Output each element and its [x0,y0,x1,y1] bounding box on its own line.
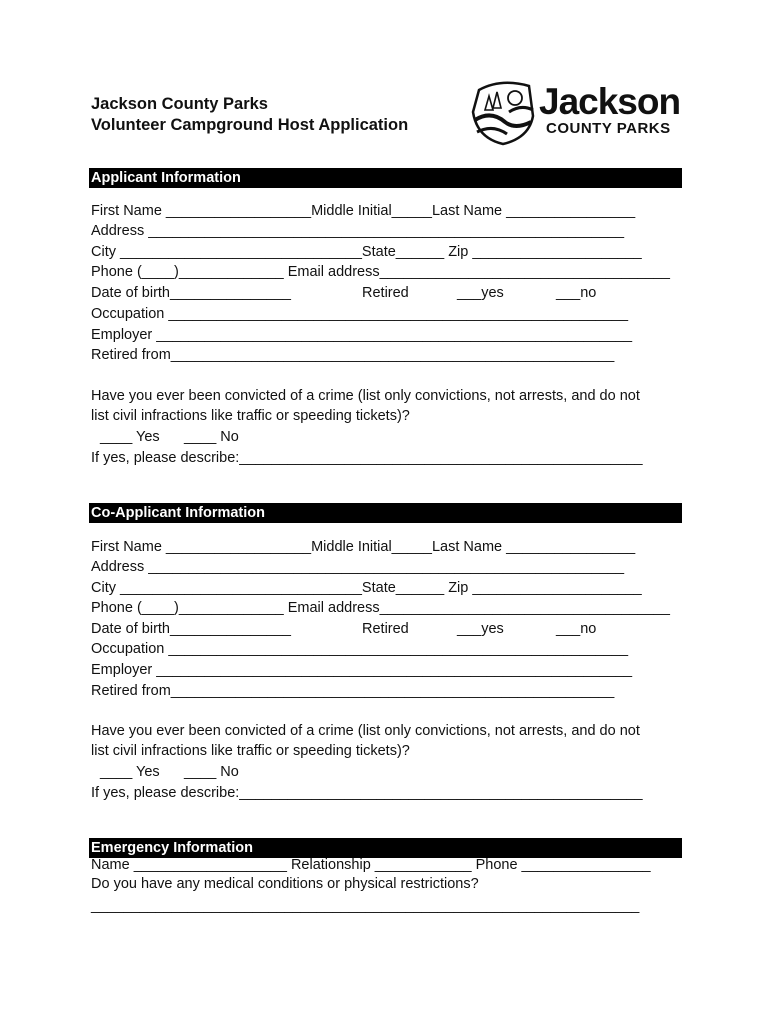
page-title-line2: Volunteer Campground Host Application [91,116,409,134]
applicant-occupation-line[interactable]: Occupation _________________________________________________________ [91,306,629,322]
applicant-retired-yes[interactable]: ___yes [457,285,504,301]
applicant-crime-no[interactable]: ____ No [184,429,239,445]
logo-word-county-parks: COUNTY PARKS [546,120,671,137]
co-applicant-retired-no[interactable]: ___no [556,621,597,637]
emergency-contact-line[interactable]: Name ___________________ Relationship ____________ Phone ________________ [91,857,651,873]
applicant-retired-label: Retired [362,285,409,301]
co-applicant-employer-line[interactable]: Employer ___________________________________________________________ [91,662,633,678]
co-applicant-section-header: Co-Applicant Information [89,503,682,523]
applicant-crime-question-line2: list civil infractions like traffic or speeding tickets)? [91,408,410,424]
applicant-address-line[interactable]: Address ___________________________________________________________ [91,223,625,239]
medical-conditions-question: Do you have any medical conditions or physical restrictions? [91,876,479,892]
applicant-describe-line[interactable]: If yes, please describe:__________________________________________________ [91,450,643,466]
co-applicant-crime-yes[interactable]: ____ Yes [100,764,160,780]
co-applicant-retired-yes[interactable]: ___yes [457,621,504,637]
co-applicant-retired-from-line[interactable]: Retired from_______________________________________________________ [91,683,615,699]
medical-conditions-answer-line[interactable]: ____________________________________________________________________ [91,898,640,914]
applicant-employer-line[interactable]: Employer ___________________________________________________________ [91,327,633,343]
co-applicant-crime-no[interactable]: ____ No [184,764,239,780]
jackson-county-parks-logo [471,76,686,146]
co-applicant-phone-line[interactable]: Phone (____)_____________ Email address____________________________________ [91,600,670,616]
applicant-section-header: Applicant Information [89,168,682,188]
applicant-retired-from-line[interactable]: Retired from_______________________________________________________ [91,347,615,363]
co-applicant-describe-line[interactable]: If yes, please describe:__________________________________________________ [91,785,643,801]
emergency-section-header: Emergency Information [89,838,682,858]
co-applicant-name-line[interactable]: First Name __________________Middle Initial_____Last Name ________________ [91,539,636,555]
applicant-name-line[interactable]: First Name __________________Middle Initial_____Last Name ________________ [91,203,636,219]
applicant-crime-question-line1: Have you ever been convicted of a crime (list only convictions, not arrests, and do not [91,388,640,404]
co-applicant-city-line[interactable]: City ______________________________State______ Zip _____________________ [91,580,642,596]
applicant-retired-no[interactable]: ___no [556,285,597,301]
co-applicant-crime-question-line2: list civil infractions like traffic or speeding tickets)? [91,743,410,759]
co-applicant-occupation-line[interactable]: Occupation _________________________________________________________ [91,641,629,657]
applicant-phone-line[interactable]: Phone (____)_____________ Email address____________________________________ [91,264,670,280]
applicant-city-line[interactable]: City ______________________________State______ Zip _____________________ [91,244,642,260]
applicant-dob-field[interactable]: Date of birth_______________ [91,285,291,301]
co-applicant-dob-field[interactable]: Date of birth_______________ [91,621,291,637]
applicant-crime-yes[interactable]: ____ Yes [100,429,160,445]
co-applicant-retired-label: Retired [362,621,409,637]
co-applicant-address-line[interactable]: Address ___________________________________________________________ [91,559,625,575]
page-title-line1: Jackson County Parks [91,95,268,113]
logo-word-jackson: Jackson [539,81,681,122]
co-applicant-crime-question-line1: Have you ever been convicted of a crime (list only convictions, not arrests, and do not [91,723,640,739]
